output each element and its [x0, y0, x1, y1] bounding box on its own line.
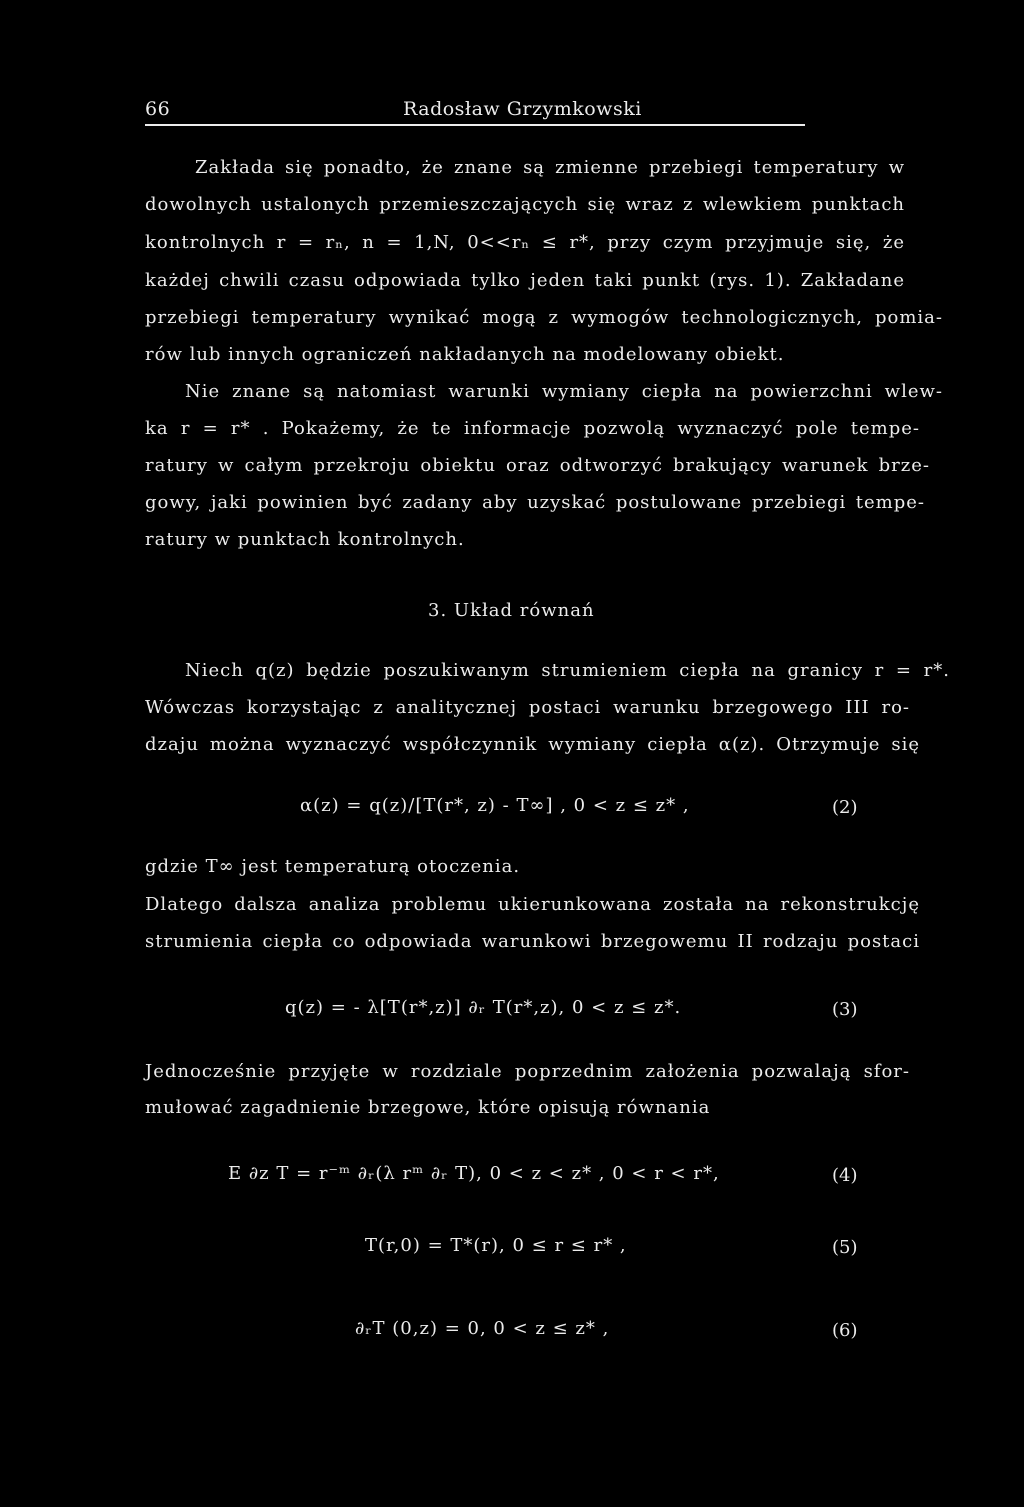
equation-4: E ∂z T = r⁻ᵐ ∂ᵣ(λ rᵐ ∂ᵣ T), 0 < z < z* , 0 < r < r*,: [228, 1163, 720, 1184]
text-line: każdej chwili czasu odpowiada tylko jeden taki punkt (rys. 1). Zakładane: [145, 270, 905, 291]
text-line: rów lub innych ograniczeń nakładanych na modelowany obiekt.: [145, 344, 785, 365]
text-line: ka r = r* . Pokażemy, że te informacje pozwolą wyznaczyć pole tempe-: [145, 418, 920, 439]
text-line: Nie znane są natomiast warunki wymiany ciepła na powierzchni wlew-: [185, 381, 943, 402]
equation-2: α(z) = q(z)/[T(r*, z) - T∞] , 0 < z ≤ z* ,: [300, 795, 690, 816]
text-line: Niech q(z) będzie poszukiwanym strumieniem ciepła na granicy r = r*.: [185, 660, 950, 681]
equation-number: (5): [832, 1237, 858, 1258]
equation-number: (6): [832, 1320, 858, 1341]
page-header: [145, 98, 805, 126]
text-line: Zakłada się ponadto, że znane są zmienne przebiegi temperatury w: [195, 157, 905, 178]
text-line: strumienia ciepła co odpowiada warunkowi brzegowemu II rodzaju postaci: [145, 931, 920, 952]
text-line: Jednocześnie przyjęte w rozdziale poprzednim założenia pozwalają sfor-: [145, 1061, 910, 1082]
equation-5: T(r,0) = T*(r), 0 ≤ r ≤ r* ,: [365, 1235, 627, 1256]
text-line: Wówczas korzystając z analitycznej postaci warunku brzegowego III ro-: [145, 697, 910, 718]
text-line: kontrolnych r = rₙ, n = 1,N, 0<<rₙ ≤ r*, przy czym przyjmuje się, że: [145, 232, 905, 253]
text-line: dzaju można wyznaczyć współczynnik wymiany ciepła α(z). Otrzymuje się: [145, 734, 920, 755]
text-line: gdzie T∞ jest temperaturą otoczenia.: [145, 856, 521, 877]
text-line: dowolnych ustalonych przemieszczających się wraz z wlewkiem punktach: [145, 194, 905, 215]
text-line: przebiegi temperatury wynikać mogą z wymogów technologicznych, pomia-: [145, 307, 943, 328]
equation-number: (2): [832, 797, 858, 818]
equation-number: (4): [832, 1165, 858, 1186]
equation-6: ∂ᵣT (0,z) = 0, 0 < z ≤ z* ,: [355, 1318, 610, 1339]
section-heading: 3. Układ równań: [428, 600, 595, 621]
equation-3: q(z) = - λ[T(r*,z)] ∂ᵣ T(r*,z), 0 < z ≤ z*.: [285, 997, 682, 1018]
text-line: ratury w punktach kontrolnych.: [145, 529, 465, 550]
text-line: mułować zagadnienie brzegowe, które opisują równania: [145, 1097, 711, 1118]
text-line: ratury w całym przekroju obiektu oraz odtworzyć brakujący warunek brze-: [145, 455, 930, 476]
text-line: Dlatego dalsza analiza problemu ukierunkowana została na rekonstrukcję: [145, 894, 920, 915]
page-number: 66: [145, 98, 171, 120]
running-head-author: Radosław Grzymkowski: [403, 98, 642, 120]
equation-number: (3): [832, 999, 858, 1020]
text-line: gowy, jaki powinien być zadany aby uzyskać postulowane przebiegi tempe-: [145, 492, 925, 513]
